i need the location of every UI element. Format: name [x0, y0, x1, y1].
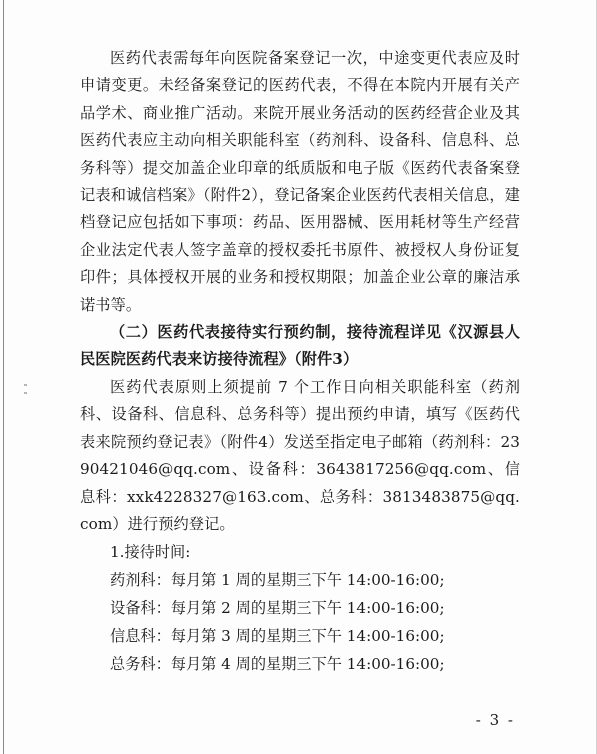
scan-speck [24, 384, 27, 386]
document-body [80, 45, 520, 678]
reception-time-heading: 1.接待时间: [110, 543, 191, 562]
schedule-item-general-affairs: 总务科：每月第 4 周的星期三下午 14:00-16:00; [110, 655, 445, 674]
schedule-item-pharmacy: 药剂科：每月第 1 周的星期三下午 14:00-16:00; [110, 571, 445, 590]
scan-left-edge [3, 0, 4, 754]
paragraph-registration: 医药代表需每年向医院备案登记一次，中途变更代表应及时申请变更。未经备案登记的医药代表，不得在本院内开展有关产品学术、商业推广活动。来院开展业务活动的医药经营企业及其医药代表应主动向相关职能科室（药剂科、设备科、信息科、总务科等）提交加盖企业印章的纸质版和电子版《医药代表备案登记表和诚信档案》（附件2），登记备案企业医药代表相关信息，建档登记应包括如下事项：药品、医用器械、医用耗材等生产经营企业法定代表人签字盖章的授权委托书原件、被授权人身份证复印件；具体授权开展的业务和授权期限；加盖企业公章的廉洁承诺书等。 [80, 49, 520, 314]
paragraph-appointment-details: 医药代表原则上须提前 7 个工作日向相关职能科室（药剂科、设备科、信息科、总务科等）提出预约申请，填写《医药代表来院预约登记表》（附件4）发送至指定电子邮箱（药剂科：2390421046@qq.com、设备科：3643817256@qq.com、信息科：xxk4228327@163.com、总务科：3813483875@qq.com）进行预约登记。 [80, 377, 520, 533]
schedule-item-information: 信息科：每月第 3 周的星期三下午 14:00-16:00; [110, 627, 445, 646]
page-number: - 3 - [475, 711, 515, 729]
schedule-item-equipment: 设备科：每月第 2 周的星期三下午 14:00-16:00; [110, 599, 445, 618]
paragraph-appointment-heading: （二）医药代表接待实行预约制，接待流程详见《汉源县人民医院医药代表来访接待流程》（附件3） [80, 323, 520, 369]
scan-speck [24, 392, 27, 394]
